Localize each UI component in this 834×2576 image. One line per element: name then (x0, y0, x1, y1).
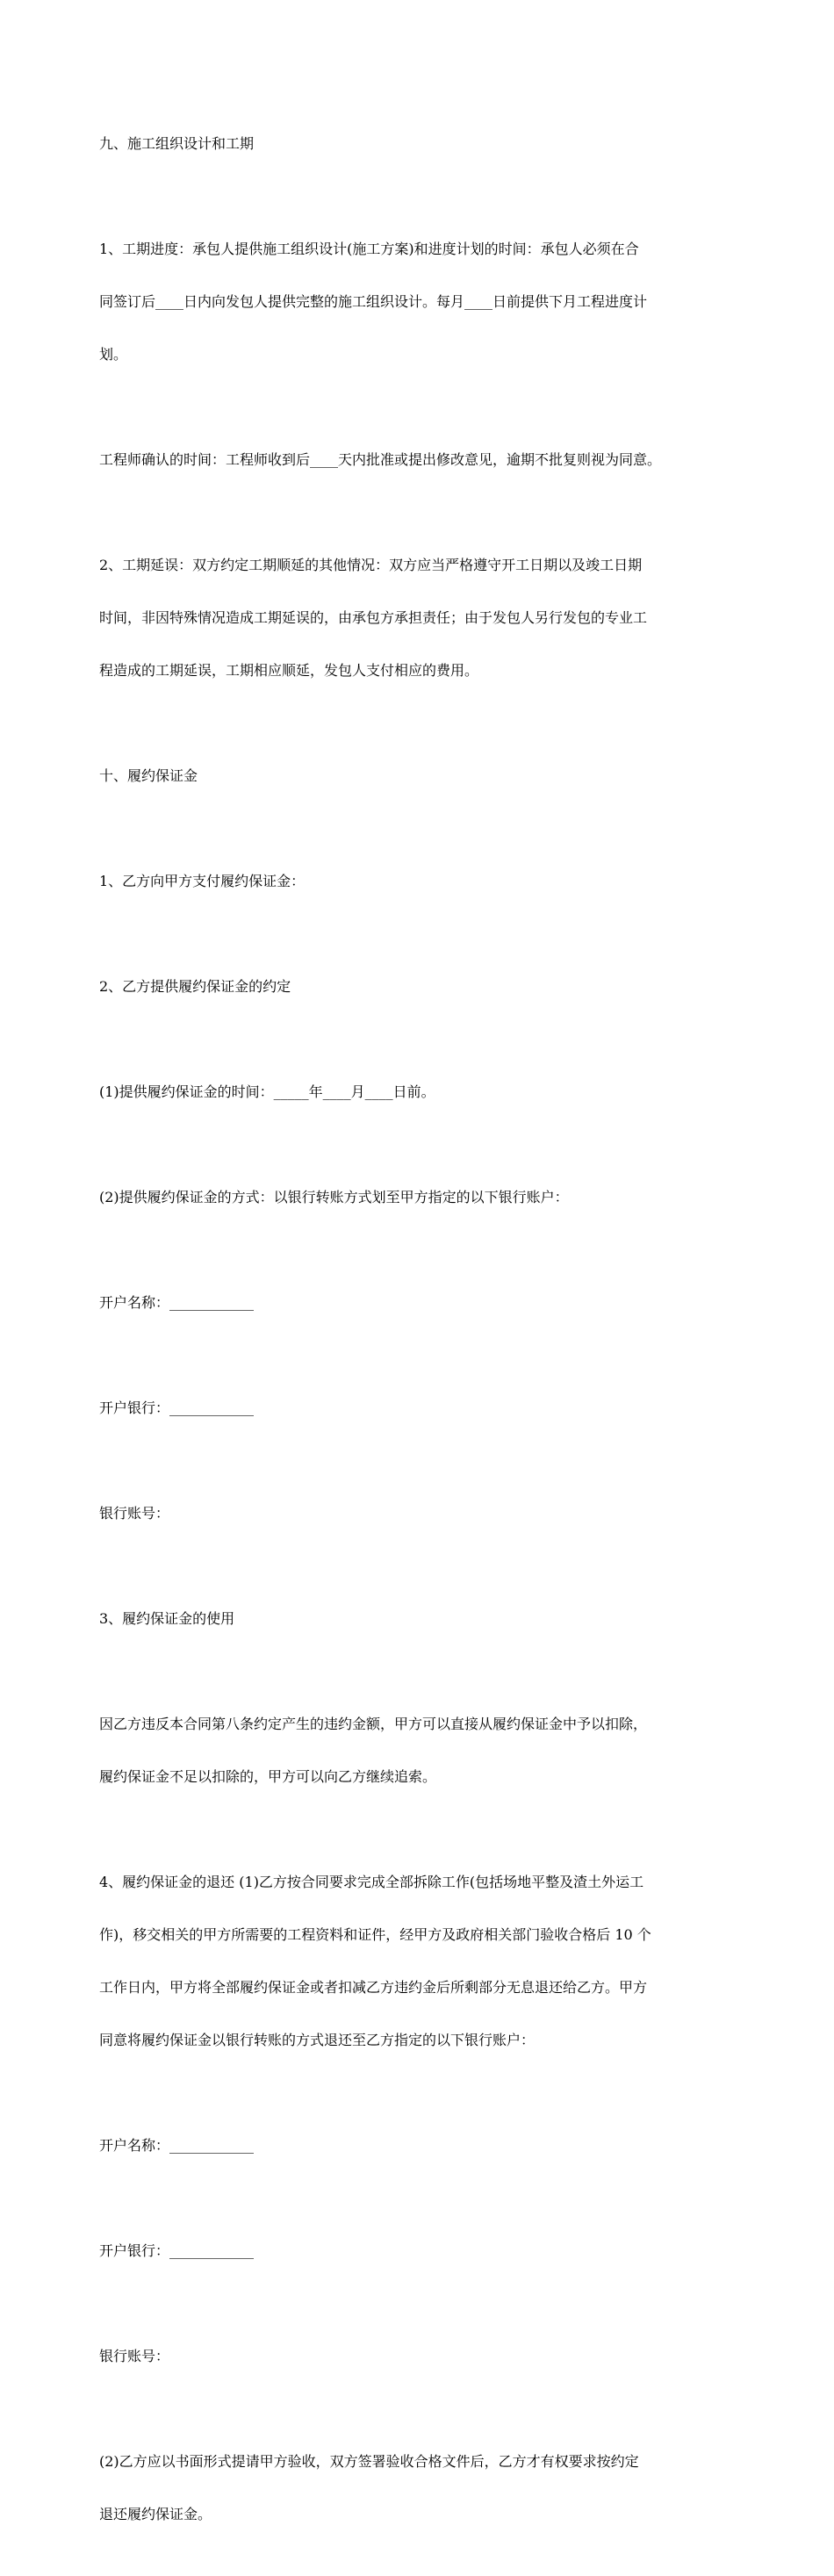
field-refund-account-number (99, 2313, 749, 2400)
paragraph-schedule-progress (99, 205, 749, 399)
paragraph-schedule-delay (99, 522, 749, 715)
paragraph-bond-method (99, 1154, 749, 1241)
text-line: 开户名称：____________ (99, 2137, 255, 2154)
paragraph-bond-refund (99, 1838, 749, 2084)
text-line: 退还履约保证金。 (99, 2506, 212, 2522)
field-refund-account-name (99, 2102, 749, 2190)
text-line: 4、履约保证金的退还 (1)乙方按合同要求完成全部拆除工作(包括场地平整及渣土外运工 (99, 1874, 644, 1890)
text-line: 3、履约保证金的使用 (99, 1610, 235, 1627)
text-line: 银行账号： (99, 1505, 170, 1522)
text-line: 划。 (99, 346, 128, 363)
text-line: 同意将履约保证金以银行转账的方式退还至乙方指定的以下银行账户： (99, 2032, 536, 2048)
text-line: 银行账号： (99, 2348, 170, 2364)
field-bank-name (99, 1364, 749, 1452)
section-heading-performance-bond (99, 732, 749, 820)
paragraph-bond-agreement (99, 943, 749, 1031)
field-account-name (99, 1259, 749, 1347)
text-line: 十、履约保证金 (99, 767, 198, 784)
document-body (99, 100, 749, 2576)
text-line: 开户名称：____________ (99, 1294, 255, 1311)
paragraph-bond-payment (99, 838, 749, 925)
field-refund-bank-name (99, 2207, 749, 2295)
text-line: 工作日内，甲方将全部履约保证金或者扣减乙方违约金后所剩部分无息退还给乙方。甲方 (99, 1979, 648, 1996)
text-line: 作)，移交相关的甲方所需要的工程资料和证件，经甲方及政府相关部门验收合格后 10 个 (99, 1926, 651, 1943)
text-line: 程造成的工期延误，工期相应顺延，发包人支付相应的费用。 (99, 662, 479, 679)
text-line: 九、施工组织设计和工期 (99, 135, 255, 152)
text-line: 同签订后____日内向发包人提供完整的施工组织设计。每月____日前提供下月工程进度计 (99, 293, 648, 310)
text-line: (1)提供履约保证金的时间：_____年____月____日前。 (99, 1083, 435, 1100)
section-heading-construction-schedule (99, 100, 749, 188)
text-line: 2、工期延误：双方约定工期顺延的其他情况：双方应当严格遵守开工日期以及竣工日期 (99, 557, 643, 573)
paragraph-bond-usage-heading (99, 1575, 749, 1663)
text-line: 时间，非因特殊情况造成工期延误的，由承包方承担责任；由于发包人另行发包的专业工 (99, 609, 648, 626)
text-line: (2)乙方应以书面形式提请甲方验收，双方签署验收合格文件后，乙方才有权要求按约定 (99, 2453, 639, 2470)
text-line: 履约保证金不足以扣除的，甲方可以向乙方继续追索。 (99, 1768, 437, 1785)
paragraph-engineer-confirmation (99, 416, 749, 504)
paragraph-refund-acceptance (99, 2418, 749, 2558)
field-account-number (99, 1470, 749, 1558)
text-line: 1、工期进度：承包人提供施工组织设计(施工方案)和进度计划的时间：承包人必须在合 (99, 241, 639, 257)
text-line: 开户银行：____________ (99, 2242, 255, 2259)
paragraph-bond-usage (99, 1680, 749, 1821)
text-line: 开户银行：____________ (99, 1400, 255, 1416)
text-line: 工程师确认的时间：工程师收到后____天内批准或提出修改意见，逾期不批复则视为同意。 (99, 451, 662, 468)
text-line: (2)提供履约保证金的方式：以银行转账方式划至甲方指定的以下银行账户： (99, 1189, 569, 1205)
text-line: 因乙方违反本合同第八条约定产生的违约金额，甲方可以直接从履约保证金中予以扣除， (99, 1716, 648, 1732)
text-line: 1、乙方向甲方支付履约保证金： (99, 873, 306, 889)
paragraph-bond-time (99, 1048, 749, 1136)
text-line: 2、乙方提供履约保证金的约定 (99, 978, 291, 995)
